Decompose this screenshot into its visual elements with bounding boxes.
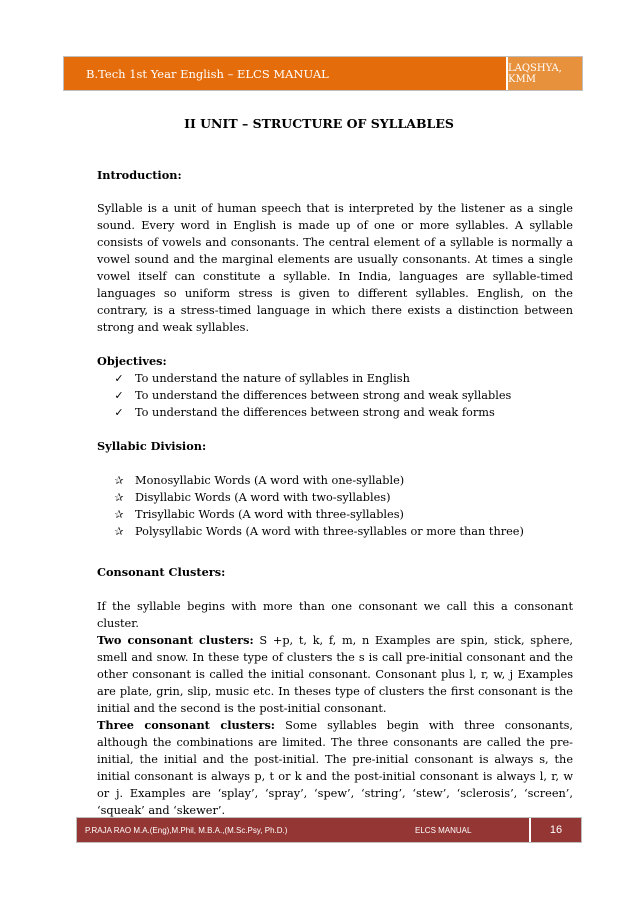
list-item: ✓ To understand the differences between strong and weak forms xyxy=(97,404,573,421)
consonant-clusters-heading: Consonant Clusters: xyxy=(97,565,226,579)
three-consonant-clusters-paragraph: Three consonant clusters: Some syllables begin with three consonants, although the combinations are limited. The three consonants are called the pre-initial, the initial and the post-initial. The pre-initial consonant is always s, the initial consonant is always p, t or k and the post-initial consonant is always l, r, w or j. Examples are ‘splay’, ‘spray’, ‘spew’, ‘string’, ‘stew’, ‘sclerosis’, ‘screen’, ‘squeak’ and ‘skewer’. xyxy=(97,718,573,817)
list-item: ✰ Trisyllabic Words (A word with three-syllables) xyxy=(97,506,573,523)
two-consonant-clusters-paragraph: Two consonant clusters: S +p, t, k, f, m, n Examples are spin, stick, sphere, smell and snow. In these type of clusters the s is call pre-initial consonant and the other consonant is called the initial consonant. Consonant plus l, r, w, j Examples are plate, grin, slip, music etc. In theses type of clusters the first consonant is the initial and the second is the post-initial consonant. xyxy=(97,633,573,715)
star-outline-icon: ✰ xyxy=(114,491,124,504)
checkmark-icon: ✓ xyxy=(114,389,124,402)
checkmark-icon: ✓ xyxy=(114,406,124,419)
objectives-list xyxy=(97,370,573,421)
two-consonant-clusters-label: Two consonant clusters: xyxy=(97,633,254,647)
header-org: LAQSHYA, KMM xyxy=(506,57,582,90)
page-number: 16 xyxy=(529,818,581,842)
three-consonant-clusters-label: Three consonant clusters: xyxy=(97,718,275,732)
consonant-clusters-intro: If the syllable begins with more than one consonant we call this a consonant cluster. xyxy=(97,600,573,630)
star-outline-icon: ✰ xyxy=(114,525,124,538)
footer-manual: ELCS MANUAL xyxy=(415,825,472,835)
syllabic-division-list xyxy=(97,472,573,540)
list-item: ✓ To understand the nature of syllables in English xyxy=(97,370,573,387)
star-outline-icon: ✰ xyxy=(114,474,124,487)
header-title: B.Tech 1st Year English – ELCS MANUAL xyxy=(64,57,506,90)
footer-author: P.RAJA RAO M.A.(Eng),M.Phil, M.B.A.,(M.Sc.Psy, Ph.D.) xyxy=(85,825,288,835)
page-header xyxy=(63,56,583,91)
list-item: ✰ Polysyllabic Words (A word with three-syllables or more than three) xyxy=(97,523,573,540)
objectives-heading: Objectives: xyxy=(97,354,167,368)
introduction-heading: Introduction: xyxy=(97,168,182,182)
introduction-paragraph: Syllable is a unit of human speech that is interpreted by the listener as a single sound. Every word in English is made up of one or more syllables. A syllable consists of vowels and consonants. The central element of a syllable is normally a vowel sound and the marginal elements are usually consonants. At times a single vowel itself can constitute a syllable. In India, languages are syllable-timed languages so uniform stress is given to different syllables. English, on the contrary, is a stress-timed language in which there exists a distinction between strong and weak syllables. xyxy=(97,202,573,334)
checkmark-icon: ✓ xyxy=(114,372,124,385)
page-footer xyxy=(76,817,582,843)
list-item: ✰ Disyllabic Words (A word with two-syllables) xyxy=(97,489,573,506)
document-body xyxy=(97,167,573,819)
list-item: ✰ Monosyllabic Words (A word with one-syllable) xyxy=(97,472,573,489)
syllabic-division-heading: Syllabic Division: xyxy=(97,439,207,453)
list-item: ✓ To understand the differences between strong and weak syllables xyxy=(97,387,573,404)
star-outline-icon: ✰ xyxy=(114,508,124,521)
unit-title: II UNIT – STRUCTURE OF SYLLABLES xyxy=(184,116,454,131)
